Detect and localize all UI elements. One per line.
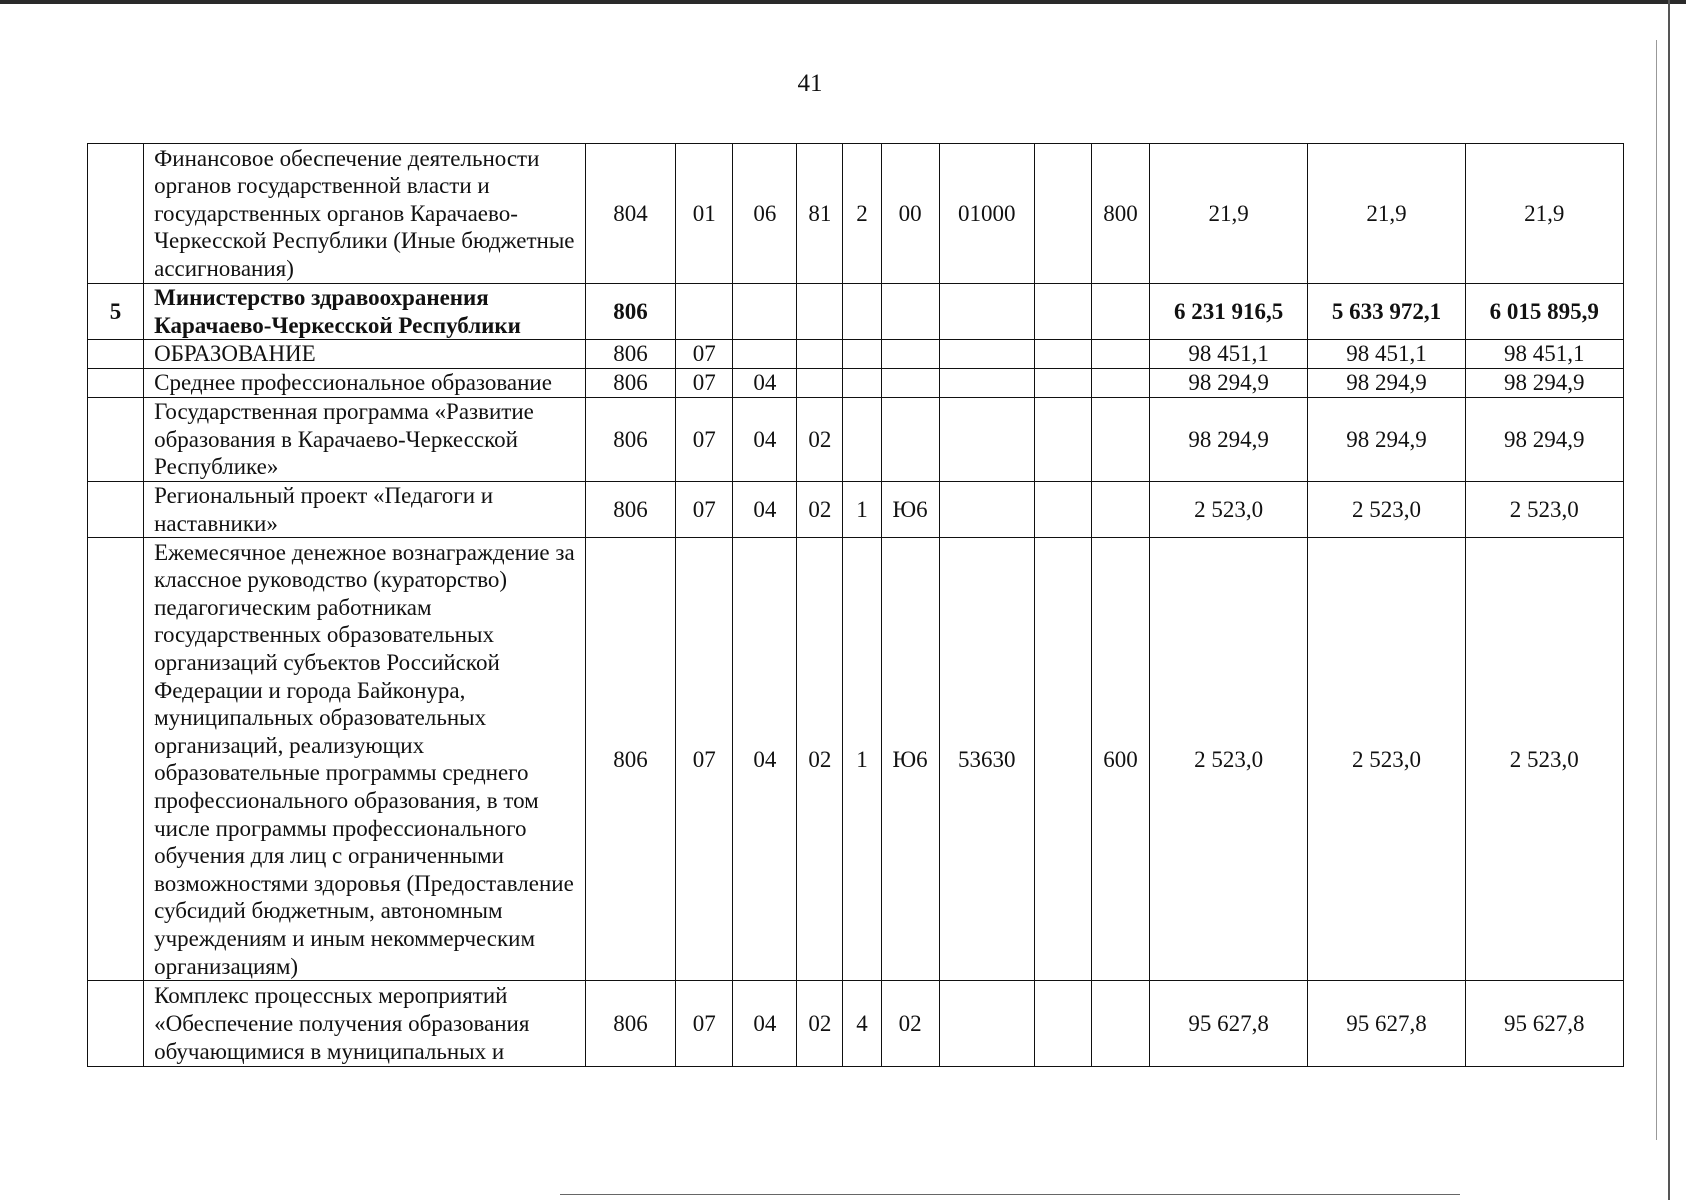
row-number: 5 [88, 284, 144, 340]
grbs-code: 806 [585, 482, 675, 538]
target-code-type [843, 340, 881, 369]
amount-year-1: 98 294,9 [1150, 369, 1308, 398]
amount-year-3: 98 294,9 [1465, 398, 1623, 482]
target-code-type: 1 [843, 538, 881, 981]
amount-year-3: 95 627,8 [1465, 981, 1623, 1067]
amount-year-2: 2 523,0 [1308, 538, 1465, 981]
target-code-extra [1034, 398, 1091, 482]
amount-year-1: 98 294,9 [1150, 398, 1308, 482]
amount-year-3: 98 451,1 [1465, 340, 1623, 369]
section-code: 07 [676, 398, 733, 482]
target-code-extra [1034, 340, 1091, 369]
scan-edge-top [0, 0, 1686, 4]
amount-year-3: 2 523,0 [1465, 538, 1623, 981]
row-name: Министерство здравоохранения Карачаево-Черкесской Республики [144, 284, 586, 340]
amount-year-2: 5 633 972,1 [1308, 284, 1465, 340]
amount-year-2: 98 294,9 [1308, 398, 1465, 482]
target-code-project [881, 340, 939, 369]
row-name: Государственная программа «Развитие образования в Карачаево-Черкесской Республике» [144, 398, 586, 482]
table-row [88, 482, 1624, 538]
subsection-code: 06 [733, 144, 797, 284]
amount-year-1: 98 451,1 [1150, 340, 1308, 369]
target-code-extra [1034, 538, 1091, 981]
amount-year-3: 2 523,0 [1465, 482, 1623, 538]
target-code-direction: 53630 [939, 538, 1034, 981]
subsection-code: 04 [733, 398, 797, 482]
row-number [88, 398, 144, 482]
target-code-direction [939, 284, 1034, 340]
table-row [88, 284, 1624, 340]
scan-edge-right-inner [1656, 40, 1657, 1140]
target-code-project [881, 398, 939, 482]
table-row [88, 398, 1624, 482]
expense-type-code [1091, 398, 1149, 482]
target-code-project [881, 284, 939, 340]
target-code-extra [1034, 369, 1091, 398]
amount-year-2: 95 627,8 [1308, 981, 1465, 1067]
scan-edge-bottom [560, 1194, 1460, 1195]
section-code: 07 [676, 981, 733, 1067]
target-code-project: 00 [881, 144, 939, 284]
budget-table [87, 143, 1624, 1067]
expense-type-code: 600 [1091, 538, 1149, 981]
subsection-code: 04 [733, 538, 797, 981]
grbs-code: 806 [585, 369, 675, 398]
table-row [88, 369, 1624, 398]
target-code-project [881, 369, 939, 398]
target-code-extra [1034, 284, 1091, 340]
scan-edge-right [1668, 0, 1670, 1200]
row-name: Ежемесячное денежное вознаграждение за классное руководство (кураторство) педагогическим работникам государственных образовательных организаций субъектов Российской Федерации и города Байконура, муниципальных образовательных организаций, реализующих образовательные программы среднего профессионального образования, в том числе программы профессионального обучения для лиц с ограниченными возможностями здоровья (Предоставление субсидий бюджетным, автономным учреждениям и иным некоммерческим организациям) [144, 538, 586, 981]
target-code-direction: 01000 [939, 144, 1034, 284]
row-number [88, 369, 144, 398]
grbs-code: 804 [585, 144, 675, 284]
target-code-direction [939, 398, 1034, 482]
target-code-program: 02 [797, 482, 843, 538]
target-code-program: 02 [797, 981, 843, 1067]
target-code-program [797, 340, 843, 369]
target-code-type: 2 [843, 144, 881, 284]
grbs-code: 806 [585, 538, 675, 981]
amount-year-1: 21,9 [1150, 144, 1308, 284]
table-row [88, 144, 1624, 284]
amount-year-2: 98 451,1 [1308, 340, 1465, 369]
table-row [88, 538, 1624, 981]
amount-year-2: 21,9 [1308, 144, 1465, 284]
grbs-code: 806 [585, 284, 675, 340]
section-code: 07 [676, 340, 733, 369]
expense-type-code [1091, 284, 1149, 340]
target-code-extra [1034, 981, 1091, 1067]
grbs-code: 806 [585, 981, 675, 1067]
row-number [88, 144, 144, 284]
row-name: Комплекс процессных мероприятий «Обеспечение получения образования обучающимися в муниципальных и [144, 981, 586, 1067]
row-name: Финансовое обеспечение деятельности органов государственной власти и государственных органов Карачаево-Черкесской Республики (Иные бюджетные ассигнования) [144, 144, 586, 284]
grbs-code: 806 [585, 340, 675, 369]
row-number [88, 340, 144, 369]
expense-type-code [1091, 981, 1149, 1067]
target-code-program [797, 369, 843, 398]
amount-year-1: 95 627,8 [1150, 981, 1308, 1067]
target-code-project: Ю6 [881, 482, 939, 538]
amount-year-2: 2 523,0 [1308, 482, 1465, 538]
target-code-project: 02 [881, 981, 939, 1067]
row-name: Региональный проект «Педагоги и наставники» [144, 482, 586, 538]
target-code-type: 4 [843, 981, 881, 1067]
target-code-program [797, 284, 843, 340]
row-number [88, 981, 144, 1067]
table-row [88, 981, 1624, 1067]
section-code: 07 [676, 482, 733, 538]
section-code: 07 [676, 369, 733, 398]
target-code-type: 1 [843, 482, 881, 538]
section-code [676, 284, 733, 340]
amount-year-2: 98 294,9 [1308, 369, 1465, 398]
subsection-code [733, 284, 797, 340]
page-number: 41 [797, 70, 823, 97]
expense-type-code [1091, 369, 1149, 398]
amount-year-1: 2 523,0 [1150, 538, 1308, 981]
subsection-code [733, 340, 797, 369]
expense-type-code [1091, 340, 1149, 369]
target-code-type [843, 398, 881, 482]
target-code-program: 81 [797, 144, 843, 284]
target-code-direction [939, 482, 1034, 538]
target-code-type [843, 369, 881, 398]
subsection-code: 04 [733, 981, 797, 1067]
row-name: Среднее профессиональное образование [144, 369, 586, 398]
target-code-program: 02 [797, 398, 843, 482]
subsection-code: 04 [733, 482, 797, 538]
table-row [88, 340, 1624, 369]
target-code-project: Ю6 [881, 538, 939, 981]
subsection-code: 04 [733, 369, 797, 398]
section-code: 07 [676, 538, 733, 981]
target-code-direction [939, 981, 1034, 1067]
amount-year-1: 2 523,0 [1150, 482, 1308, 538]
target-code-direction [939, 369, 1034, 398]
amount-year-1: 6 231 916,5 [1150, 284, 1308, 340]
amount-year-3: 6 015 895,9 [1465, 284, 1623, 340]
row-number [88, 538, 144, 981]
grbs-code: 806 [585, 398, 675, 482]
target-code-type [843, 284, 881, 340]
target-code-extra [1034, 482, 1091, 538]
target-code-program: 02 [797, 538, 843, 981]
row-number [88, 482, 144, 538]
target-code-direction [939, 340, 1034, 369]
target-code-extra [1034, 144, 1091, 284]
amount-year-3: 21,9 [1465, 144, 1623, 284]
row-name: ОБРАЗОВАНИЕ [144, 340, 586, 369]
section-code: 01 [676, 144, 733, 284]
amount-year-3: 98 294,9 [1465, 369, 1623, 398]
expense-type-code [1091, 482, 1149, 538]
expense-type-code: 800 [1091, 144, 1149, 284]
